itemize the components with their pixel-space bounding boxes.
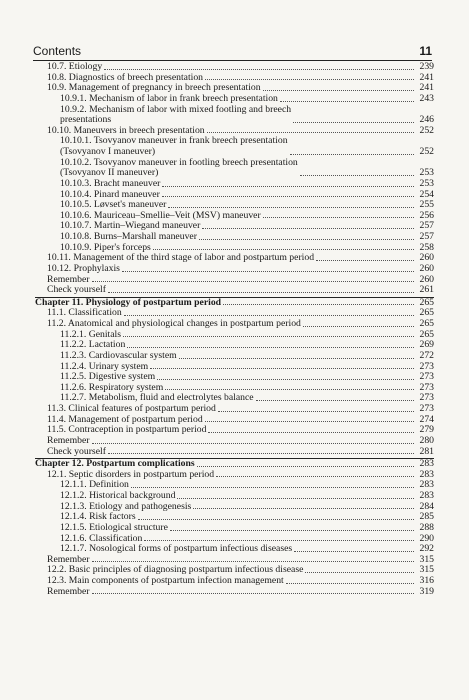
toc-page-number: 255 <box>419 199 434 211</box>
toc-entry <box>35 351 434 362</box>
toc-entry-title: Remember <box>47 434 90 446</box>
dot-leader <box>108 292 414 293</box>
dot-leader <box>218 411 414 412</box>
toc-page-number: 319 <box>419 585 434 597</box>
dot-leader <box>153 249 414 250</box>
toc-entry-title: Remember <box>47 273 90 285</box>
toc-entry-title: Check yourself <box>47 445 106 457</box>
toc-page-number: 292 <box>419 543 434 555</box>
dot-leader <box>199 239 414 240</box>
dot-leader <box>104 69 414 70</box>
toc-entry-title: 10.12. Prophylaxis <box>47 262 120 274</box>
page-header <box>33 40 432 61</box>
toc-entry-title: 10.10.1. Tsovyanov maneuver in frank breech presentation (Tsovyanov I maneuver) <box>60 135 288 157</box>
toc-entry <box>35 436 434 447</box>
toc-page-number: 280 <box>419 434 434 446</box>
toc-page-number: 243 <box>419 92 434 104</box>
dot-leader <box>177 498 414 499</box>
toc-page-number: 272 <box>419 349 434 361</box>
toc-entry-title: 10.10.9. Piper's forceps <box>60 241 151 253</box>
toc-entry-title: 12.2. Basic principles of diagnosing postpartum infectious disease <box>47 564 304 576</box>
dot-leader <box>303 326 414 327</box>
toc-entry-title: 10.10.8. Burns–Marshall maneuver <box>60 231 197 242</box>
toc-entry <box>35 179 434 190</box>
dot-leader <box>123 336 414 337</box>
toc-page-number: 315 <box>419 553 434 565</box>
dot-leader <box>286 583 414 584</box>
toc-entry-title: 10.8. Diagnostics of breech presentation <box>47 71 204 83</box>
toc-entry-title: Remember <box>47 585 90 597</box>
dot-leader <box>92 443 414 444</box>
toc-page-number: 254 <box>419 188 434 200</box>
toc-page-number: 273 <box>419 381 434 393</box>
toc-entry-title: Check yourself <box>47 284 106 296</box>
toc-entry <box>35 285 434 296</box>
dot-leader <box>216 476 414 477</box>
dot-leader <box>138 519 414 520</box>
toc-entry-title: Remember <box>47 553 90 565</box>
toc-entry <box>35 587 434 598</box>
toc-entry-title: 12.1.7. Nosological forms of postpartum infectious diseases <box>60 543 293 555</box>
toc-entry-title: 10.10.7. Martin–Wiegand maneuver <box>60 220 201 232</box>
toc-entry-title: 12.1.2. Historical background <box>60 490 176 501</box>
toc-page-number: 283 <box>419 479 434 491</box>
toc-page-number: 256 <box>419 209 434 221</box>
toc-page-number: 260 <box>419 252 434 264</box>
toc-page-number: 273 <box>419 392 434 404</box>
dot-leader <box>92 593 414 594</box>
dot-leader <box>92 561 414 562</box>
toc-entry-title: 10.10.6. Mauriceau–Smellie–Veit (MSV) maneuver <box>60 209 261 221</box>
dot-leader <box>300 175 414 176</box>
toc-entry <box>35 264 434 275</box>
toc-page-number: 241 <box>419 71 434 83</box>
toc-entry <box>35 158 434 179</box>
dot-leader <box>92 281 414 282</box>
toc-page-number: 265 <box>419 307 434 319</box>
dot-leader <box>263 90 414 91</box>
toc-page-number: 260 <box>419 273 434 285</box>
toc-entry-title: 11.2.4. Urinary system <box>60 360 149 372</box>
dot-leader <box>290 154 414 155</box>
dot-leader <box>207 132 414 133</box>
toc-entry-title: 11.2.1. Genitals <box>60 328 121 340</box>
dot-leader <box>294 551 414 552</box>
toc-entry-title: 11.4. Management of postpartum period <box>47 413 203 425</box>
dot-leader <box>144 540 414 541</box>
toc-entry-title: 12.1.4. Risk factors <box>60 511 136 523</box>
toc-entry-title: 10.10.2. Tsovyanov maneuver in footling breech presentation (Tsovyanov II maneuver) <box>60 156 298 179</box>
dot-leader <box>179 358 414 359</box>
toc-entry-title: 11.2. Anatomical and physiological changes in postpartum period <box>47 318 301 329</box>
toc-entry-title: 12.1.5. Etiological structure <box>60 521 168 533</box>
toc-entry-title: 11.3. Clinical features of postpartum period <box>47 403 216 414</box>
dot-leader <box>208 432 414 433</box>
toc-page-number: 253 <box>419 177 434 189</box>
dot-leader <box>131 487 414 488</box>
toc-page-number: 269 <box>419 339 434 351</box>
toc-page-number: 257 <box>419 231 434 242</box>
dot-leader <box>263 217 414 218</box>
dot-leader <box>305 572 414 573</box>
toc-entry <box>35 105 434 126</box>
toc-entry-title: Chapter 12. Postpartum complications <box>35 458 195 470</box>
toc-page-number: 265 <box>419 296 434 308</box>
toc-page-number: 253 <box>419 167 434 179</box>
toc-page-number: 316 <box>419 575 434 586</box>
toc-page-number: 283 <box>419 468 434 480</box>
toc-page-number: 273 <box>419 403 434 414</box>
dot-leader <box>127 347 414 348</box>
toc-page-number: 283 <box>419 458 434 470</box>
toc-page-number: 258 <box>419 241 434 253</box>
toc-page-number: 260 <box>419 262 434 274</box>
toc-page-number: 252 <box>419 146 434 157</box>
toc-entry-title: 10.7. Etiology <box>47 61 103 72</box>
toc-entry-title: 12.3. Main components of postpartum infection management <box>47 575 284 586</box>
toc-entry-title: 11.2.5. Digestive system <box>60 371 156 383</box>
table-of-contents <box>35 62 434 597</box>
dot-leader <box>150 368 414 369</box>
dot-leader <box>316 260 414 261</box>
toc-entry-title: 11.2.7. Metabolism, fluid and electrolytes balance <box>60 392 254 404</box>
toc-entry <box>35 544 434 555</box>
dot-leader <box>293 122 414 123</box>
dot-leader <box>124 315 414 316</box>
dot-leader <box>280 101 414 102</box>
dot-leader <box>122 271 414 272</box>
toc-entry-title: 12.1.6. Classification <box>60 532 143 544</box>
toc-entry <box>35 425 434 436</box>
page-number: 11 <box>419 44 432 58</box>
toc-entry-title: 11.5. Contraception in postpartum period <box>47 424 207 436</box>
toc-entry-title: 10.10.5. Løvset's maneuver <box>60 199 167 211</box>
dot-leader <box>205 79 414 80</box>
toc-entry <box>35 523 434 534</box>
toc-page-number: 246 <box>419 114 434 126</box>
toc-entry-title: 11.2.6. Respiratory system <box>60 381 164 393</box>
dot-leader <box>162 186 414 187</box>
toc-page-number: 290 <box>419 532 434 544</box>
dot-leader <box>202 228 414 229</box>
toc-page-number: 281 <box>419 445 434 457</box>
dot-leader <box>157 379 414 380</box>
toc-entry-title: 10.9.2. Mechanism of labor with mixed footling and breech presentations <box>60 103 292 126</box>
toc-entry-title: 10.11. Management of the third stage of labor and postpartum period <box>47 252 315 264</box>
dot-leader <box>170 530 414 531</box>
toc-entry-title: 10.9.1. Mechanism of labor in frank breech presentation <box>60 92 278 104</box>
toc-page-number: 273 <box>419 371 434 383</box>
toc-entry-title: 10.10.3. Bracht maneuver <box>60 177 161 189</box>
toc-page-number: 315 <box>419 564 434 576</box>
toc-entry-title: 11.2.2. Lactation <box>60 339 126 351</box>
toc-page-number: 239 <box>419 61 434 72</box>
dot-leader <box>205 421 414 422</box>
toc-entry <box>35 447 434 458</box>
toc-page-number: 252 <box>419 124 434 136</box>
toc-page-number: 257 <box>419 220 434 232</box>
toc-page-number: 285 <box>419 511 434 523</box>
toc-entry-title: 12.1.1. Definition <box>60 479 129 491</box>
toc-entry-title: 11.2.3. Cardiovascular system <box>60 349 177 361</box>
toc-entry <box>35 94 434 105</box>
toc-page-number: 288 <box>419 521 434 533</box>
toc-entry-title: Chapter 11. Physiology of postpartum period <box>35 296 222 308</box>
dot-leader <box>223 304 414 305</box>
dot-leader <box>193 508 414 509</box>
toc-entry-title: 12.1.3. Etiology and pathogenesis <box>60 500 192 512</box>
toc-entry-title: 10.10.4. Pinard maneuver <box>60 188 160 200</box>
toc-page-number: 265 <box>419 328 434 340</box>
toc-page-number: 274 <box>419 413 434 425</box>
toc-page-number: 261 <box>419 284 434 296</box>
toc-entry-title: 10.9. Management of pregnancy in breech presentation <box>47 82 261 94</box>
toc-entry <box>35 136 434 157</box>
dot-leader <box>108 453 414 454</box>
toc-page-number: 284 <box>419 500 434 512</box>
dot-leader <box>197 466 414 467</box>
toc-entry-title: 12.1. Septic disorders in postpartum period <box>47 468 215 480</box>
toc-entry <box>35 576 434 587</box>
dot-leader <box>162 196 414 197</box>
toc-page-number: 283 <box>419 490 434 501</box>
toc-page-number: 279 <box>419 424 434 436</box>
dot-leader <box>256 400 414 401</box>
toc-page-number: 241 <box>419 82 434 94</box>
dot-leader <box>168 207 414 208</box>
toc-entry-title: 11.1. Classification <box>47 307 122 319</box>
toc-page-number: 273 <box>419 360 434 372</box>
dot-leader <box>165 389 414 390</box>
toc-entry-title: 10.10. Maneuvers in breech presentation <box>47 124 205 136</box>
running-title: Contents <box>33 44 82 58</box>
toc-page-number: 265 <box>419 318 434 329</box>
